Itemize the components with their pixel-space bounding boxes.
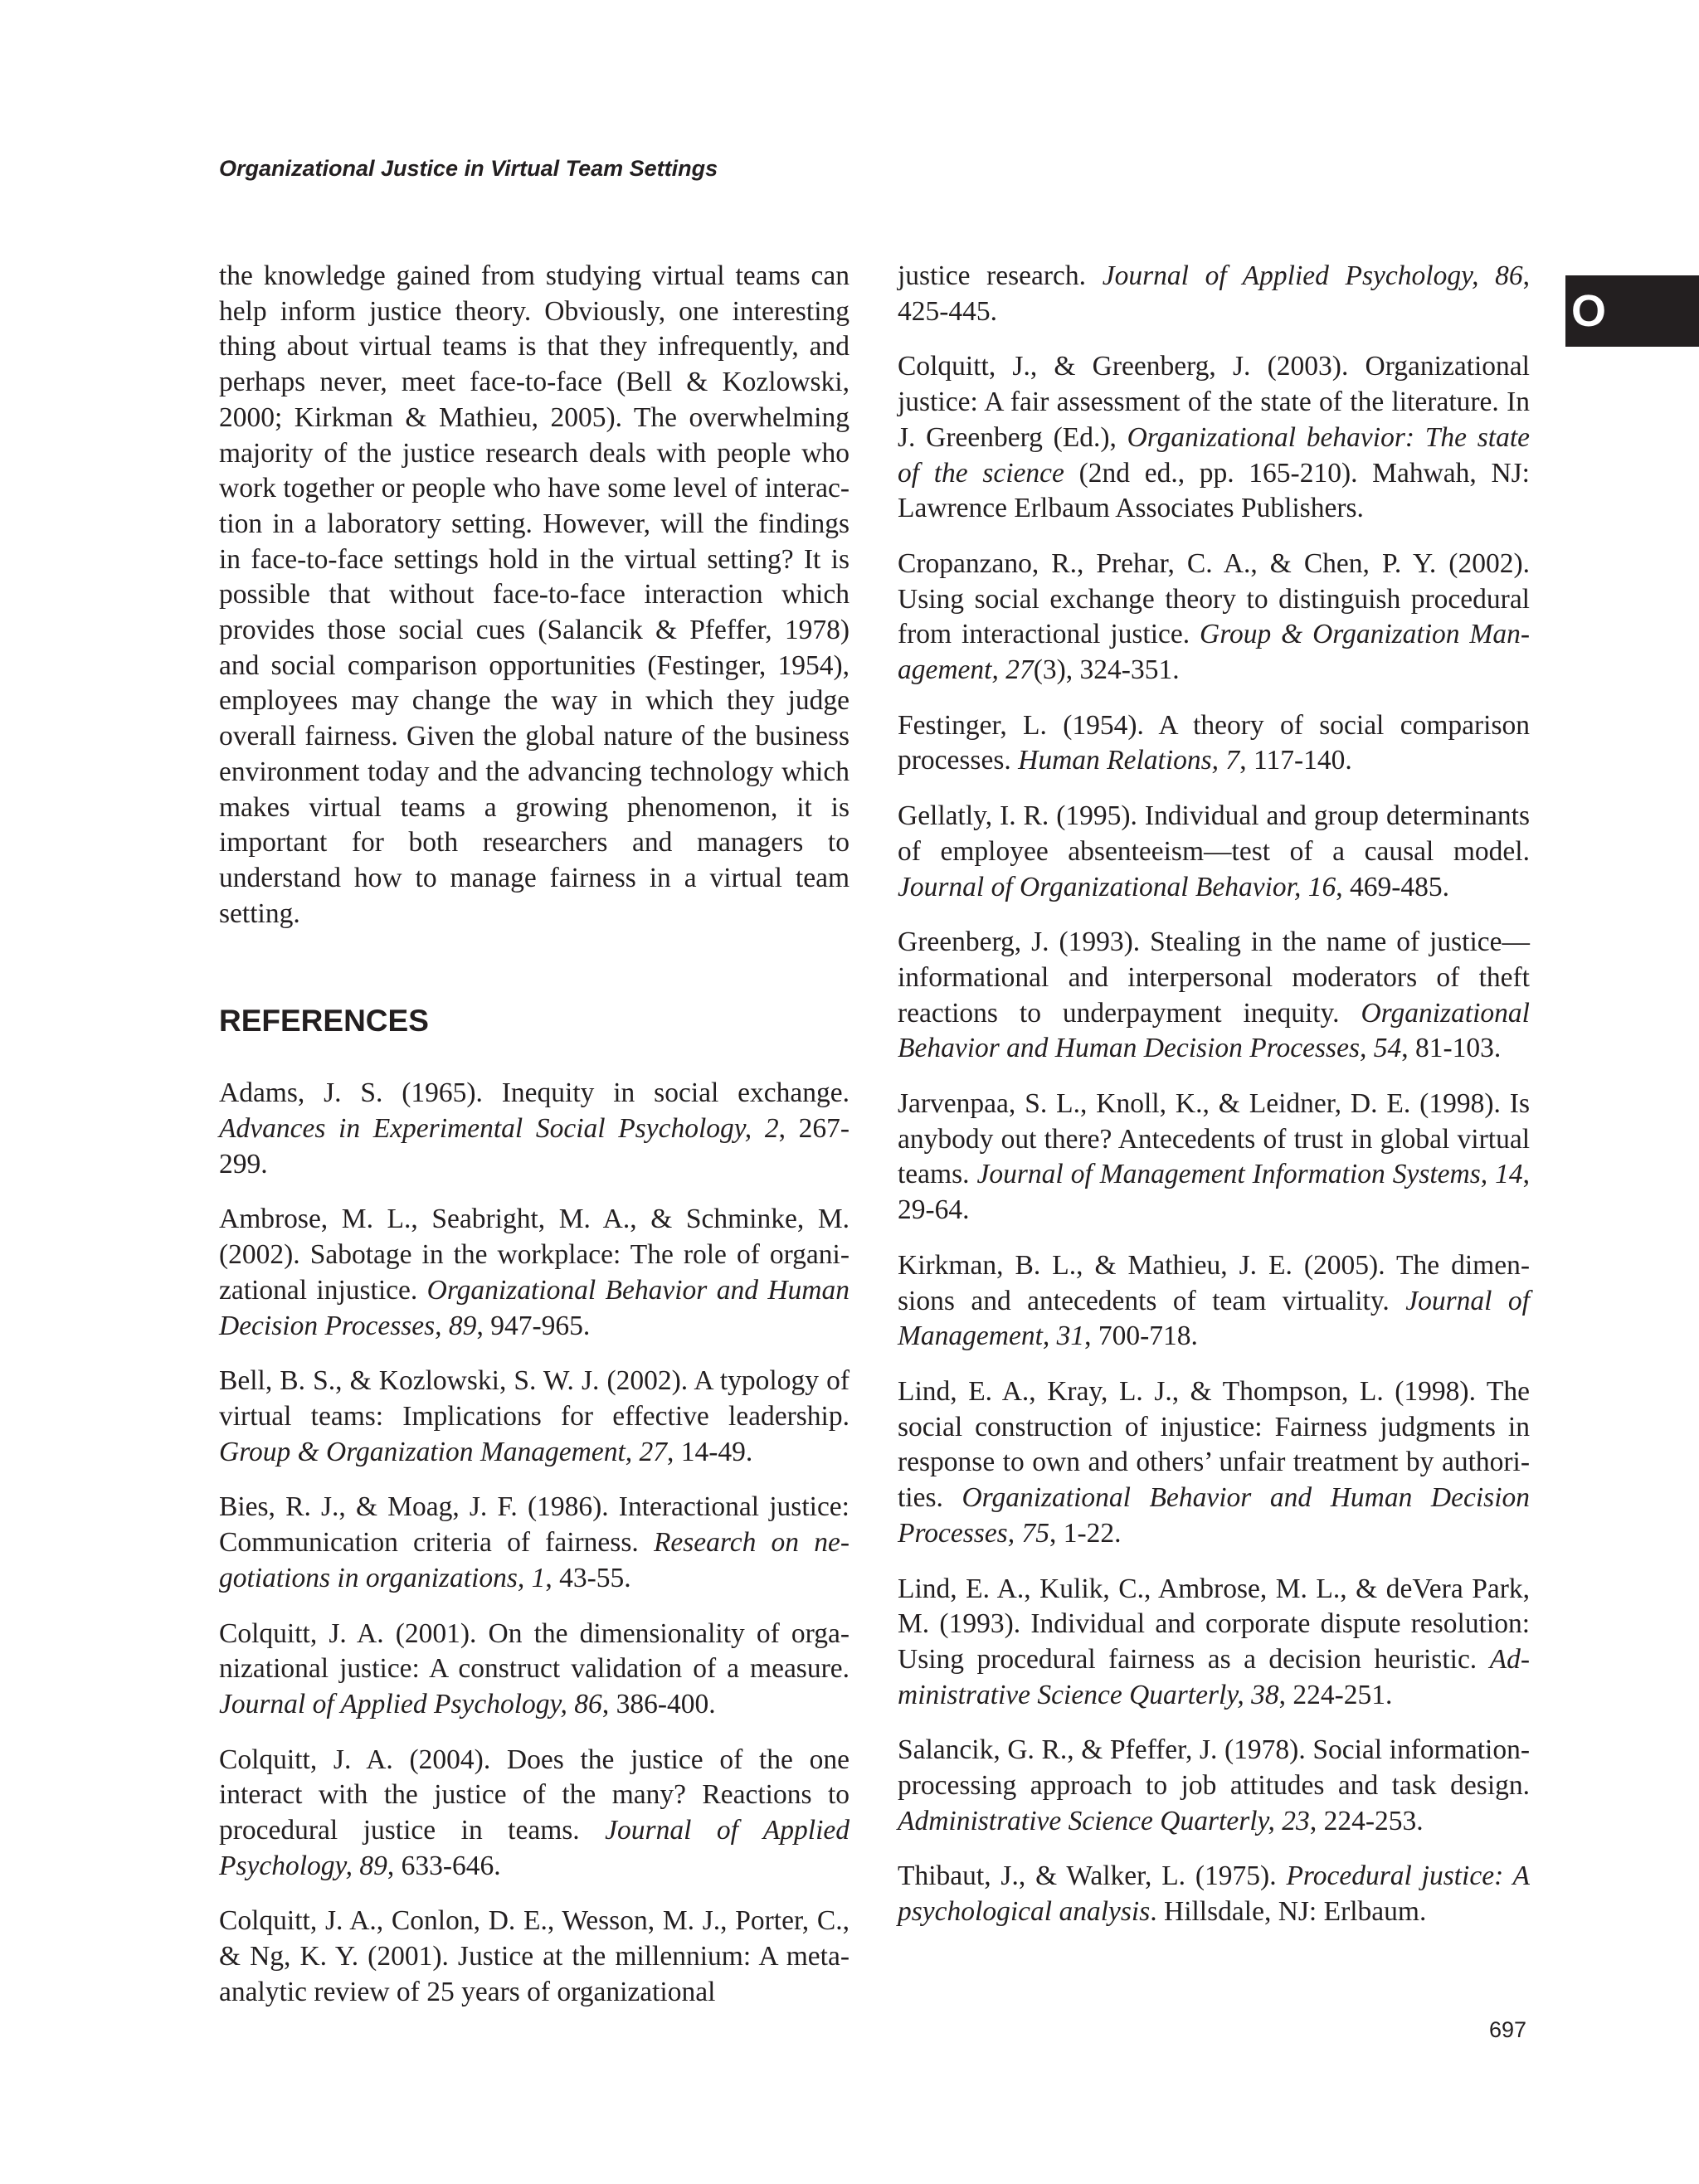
reference-entry: Cropanzano, R., Prehar, C. A., & Chen, P. Y. (2002). Using social exchange theory to distinguish procedural from interactional justice. Group & Organization Management, 27(3), 324-351.	[898, 547, 1530, 686]
reference-entry: Lind, E. A., Kray, L. J., & Thompson, L. (1998). The social construction of injustice: Fairness judgments in response to own and others’ unfair treatment by authorities. Organizational Behavior and Human Decision Processes, 75, 1-22.	[898, 1375, 1530, 1549]
reference-entry: Bies, R. J., & Moag, J. F. (1986). Interactional justice: Communication criteria of fairness. Research on negotiations in organizations, 1, 43-55.	[219, 1491, 850, 1593]
reference-entry: Salancik, G. R., & Pfeffer, J. (1978). Social information-processing approach to job attitudes and task design. Administrative Science Quarterly, 23, 224-253.	[898, 1734, 1530, 1836]
reference-entry: Thibaut, J., & Walker, L. (1975). Procedural justice: A psychological analysis. Hillsdale, NJ: Erlbaum.	[898, 1861, 1530, 1928]
reference-entry: Greenberg, J. (1993). Stealing in the name of justice—informational and interpersonal moderators of theft reactions to underpayment inequity. Organizational Behavior and Human Decision Processes, 54, 81-103.	[898, 927, 1530, 1064]
references-heading: REFERENCES	[219, 1004, 429, 1038]
section-thumb-tab: O	[1565, 275, 1699, 347]
reference-entry: Colquitt, J. A. (2001). On the dimensionality of organizational justice: A construct validation of a measure. Journal of Applied Psychology, 86, 386-400.	[219, 1617, 850, 1719]
reference-entry: Gellatly, I. R. (1995). Individual and group determinants of employee absenteeism—test of a causal model. Journal of Organizational Behavior, 16, 469-485.	[898, 800, 1530, 902]
running-head: Organizational Justice in Virtual Team Settings	[219, 156, 718, 181]
left-column	[219, 259, 850, 2011]
reference-entry: Adams, J. S. (1965). Inequity in social exchange. Advances in Experimental Social Psychology, 2, 267-299.	[219, 1077, 850, 1180]
right-column	[898, 259, 1530, 1930]
reference-entry: Ambrose, M. L., Seabright, M. A., & Schminke, M. (2002). Sabotage in the workplace: The role of organizational injustice. Organizational Behavior and Human Decision Processes, 89, 947-965.	[219, 1204, 850, 1341]
reference-entry: Colquitt, J. A., Conlon, D. E., Wesson, M. J., Porter, C., & Ng, K. Y. (2001). Justice at the millennium: A meta-analytic review of 25 years of organizational	[219, 1905, 850, 2007]
reference-entry: Colquitt, J. A. (2004). Does the justice of the one interact with the justice of the many? Reactions to procedural justice in teams. Journal of Applied Psychology, 89, 633-646.	[219, 1744, 850, 1881]
reference-entry: Festinger, L. (1954). A theory of social comparison processes. Human Relations, 7, 117-140.	[898, 709, 1530, 776]
body-paragraph: the knowledge gained from studying virtual teams can help inform justice theory. Obviously, one interesting thing about virtual teams is that they infrequently, and perhaps never, meet face-to-face (Bell & Kozlowski, 2000; Kirkman & Mathieu, 2005). The overwhelming majority of the justice research deals with people who work together or people who have some level of interaction in a laboratory setting. However, will the findings in face-to-face settings hold in the virtual setting? It is possible that without face-to-face interaction which provides those social cues (Salancik & Pfeffer, 1978) and social comparison opportunities (Festinger, 1954), employees may change the way in which they judge overall fairness. Given the global nature of the business environment today and the advancing technology which makes virtual teams a growing phenomenon, it is important for both researchers and managers to understand how to manage fairness in a virtual team setting.	[219, 260, 850, 929]
reference-entry: justice research. Journal of Applied Psychology, 86, 425-445.	[898, 260, 1530, 327]
reference-entry: Kirkman, B. L., & Mathieu, J. E. (2005). The dimensions and antecedents of team virtuality. Journal of Management, 31, 700-718.	[898, 1249, 1530, 1352]
page-number: 697	[1489, 2017, 1527, 2042]
references-list-left	[219, 1076, 850, 2010]
reference-entry: Bell, B. S., & Kozlowski, S. W. J. (2002). A typology of virtual teams: Implications for effective leadership. Group & Organization Management, 27, 14-49.	[219, 1365, 850, 1467]
reference-entry: Lind, E. A., Kulik, C., Ambrose, M. L., & deVera Park, M. (1993). Individual and corporate dispute resolution: Using procedural fairness as a decision heuristic. Administrative Science Quarterly, 38, 224-251.	[898, 1573, 1530, 1710]
reference-entry: Colquitt, J., & Greenberg, J. (2003). Organizational justice: A fair assessment of the state of the literature. In J. Greenberg (Ed.), Organizational behavior: The state of the science (2nd ed., pp. 165-210). Mahwah, NJ: Lawrence Erlbaum Associates Publishers.	[898, 351, 1530, 524]
reference-entry: Jarvenpaa, S. L., Knoll, K., & Leidner, D. E. (1998). Is anybody out there? Antecedents of trust in global virtual teams. Journal of Management Information Systems, 14, 29-64.	[898, 1088, 1530, 1226]
